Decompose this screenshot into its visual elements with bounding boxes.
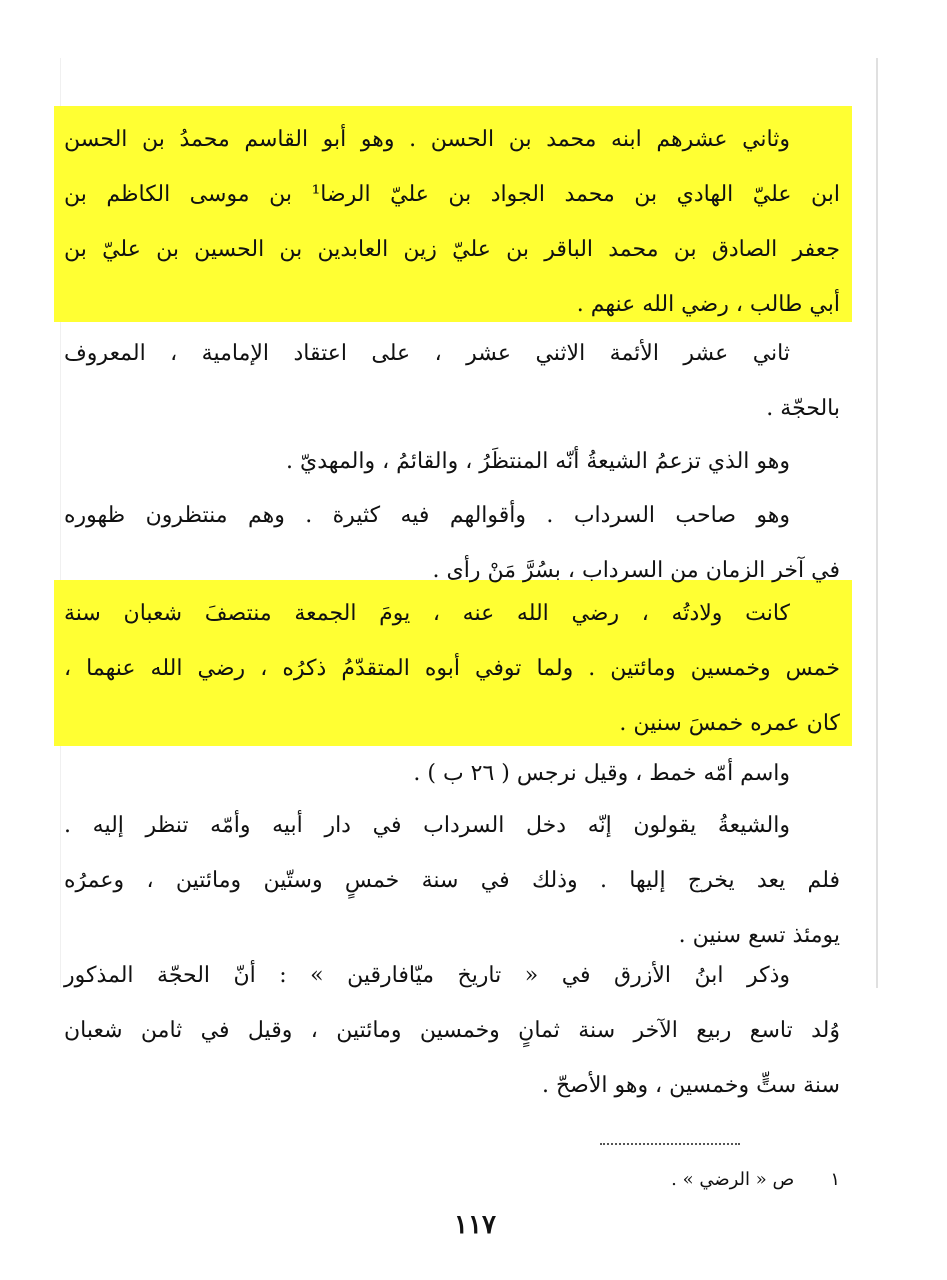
footnote-number: ١: [830, 1169, 840, 1190]
paragraph-mother: [64, 746, 840, 801]
page-number: ١١٧: [454, 1210, 496, 1240]
page-right-edge: [876, 58, 878, 988]
text-line: وهو الذي تزعمُ الشيعةُ أنّه المنتظَرُ ، والقائمُ ، والمهديّ .: [286, 449, 790, 474]
text-line: جعفر الصادق بن محمد الباقر بن عليّ زين العابدين بن الحسين بن عليّ بن: [64, 237, 840, 262]
text-line: ثاني عشر الأئمة الاثني عشر ، على اعتقاد الإمامية ، المعروف: [64, 341, 790, 366]
text-line: واسم أمّه خمط ، وقيل نرجس ( ٢٦ ب ) .: [413, 761, 790, 786]
text-line: كان عمره خمسَ سنين .: [619, 711, 840, 736]
text-line: وهو صاحب السرداب . وأقوالهم فيه كثيرة . وهم منتظرون ظهوره: [64, 503, 790, 528]
text-line: بالحجّة .: [766, 396, 840, 421]
footnote-separator: [600, 1143, 740, 1145]
text-line: والشيعةُ يقولون إنّه دخل السرداب في دار أبيه وأمّه تنظر إليه .: [64, 813, 790, 838]
paragraph-mahdi: [64, 434, 840, 489]
text-line: وذكر ابنُ الأزرق في « تاريخ ميّافارقين » : أنّ الحجّة المذكور: [64, 963, 790, 988]
paragraph-birth: [64, 586, 840, 751]
paragraph-sirdab: [64, 488, 840, 598]
paragraph-shia: [64, 798, 840, 963]
footnote: [560, 1162, 840, 1198]
paragraph-lineage: [64, 112, 840, 332]
paragraph-imam: [64, 326, 840, 436]
text-line: وثاني عشرهم ابنه محمد بن الحسن . وهو أبو القاسم محمدُ بن الحسن: [64, 127, 790, 152]
text-line: سنة ستٍّ وخمسين ، وهو الأصحّ .: [541, 1073, 840, 1098]
text-line: ابن عليّ الهادي بن محمد الجواد بن عليّ الرضا¹ بن موسى الكاظم بن: [64, 182, 840, 207]
text-line: أبي طالب ، رضي الله عنهم .: [576, 292, 840, 317]
text-line: فلم يعد يخرج إليها . وذلك في سنة خمسٍ وستّين ومائتين ، وعمرُه: [64, 868, 840, 893]
text-line: خمس وخمسين ومائتين . ولما توفي أبوه المتقدّمُ ذكرُه ، رضي الله عنهما ،: [64, 656, 840, 681]
paragraph-ibn-azraq: [64, 948, 840, 1113]
text-line: في آخر الزمان من السرداب ، بسُرَّ مَنْ رأى .: [432, 558, 840, 583]
text-line: وُلد تاسع ربيع الآخر سنة ثمانٍ وخمسين ومائتين ، وقيل في ثامن شعبان: [64, 1018, 840, 1043]
footnote-text: ص « الرضي » .: [671, 1169, 795, 1190]
text-line: كانت ولادتُه ، رضي الله عنه ، يومَ الجمعة منتصفَ شعبان سنة: [64, 601, 790, 626]
text-line: يومئذ تسع سنين .: [678, 923, 840, 948]
